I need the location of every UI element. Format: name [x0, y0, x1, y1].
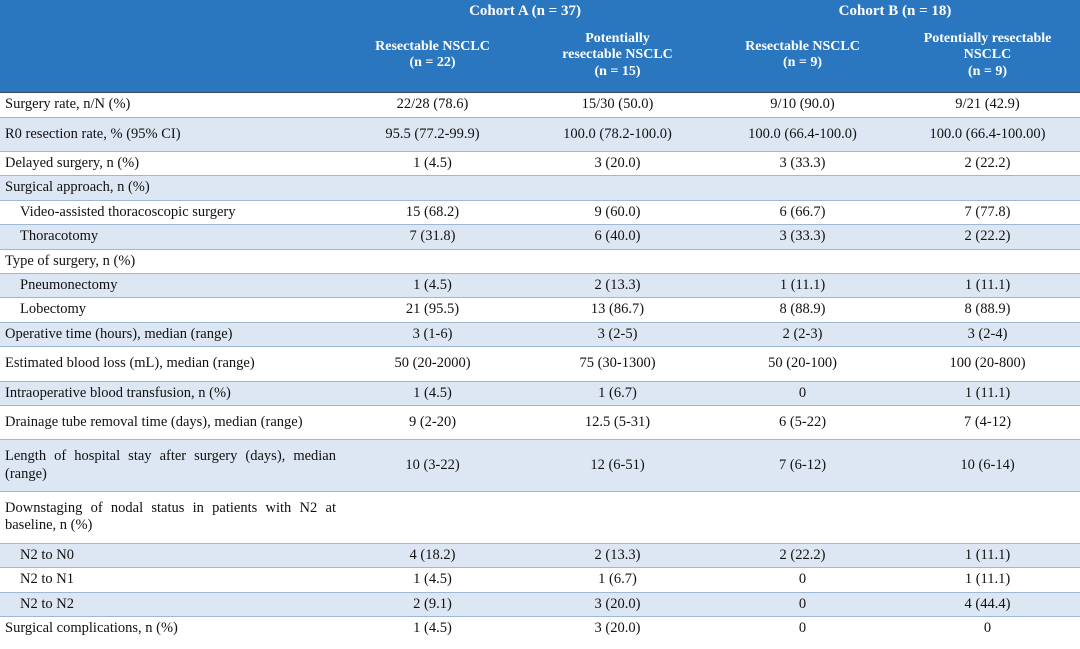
row-value	[525, 176, 710, 200]
row-value: 8 (88.9)	[710, 298, 895, 322]
table-row	[0, 152, 1080, 176]
row-value: 9 (60.0)	[525, 200, 710, 224]
table-row	[0, 225, 1080, 249]
row-value: 1 (4.5)	[340, 381, 525, 405]
column-header-cohort-a-potentially-resectable	[525, 27, 710, 93]
row-value: 9 (2-20)	[340, 405, 525, 439]
table-row	[0, 176, 1080, 200]
row-value	[710, 249, 895, 273]
row-value	[710, 492, 895, 544]
row-value	[340, 492, 525, 544]
column-header-line-2: resectable NSCLC	[562, 47, 673, 63]
row-value: 3 (20.0)	[525, 152, 710, 176]
row-value: 1 (11.1)	[895, 273, 1080, 297]
row-value: 12 (6-51)	[525, 440, 710, 492]
row-value	[340, 249, 525, 273]
row-label: R0 resection rate, % (95% CI)	[0, 117, 340, 151]
row-value: 50 (20-2000)	[340, 347, 525, 381]
row-label: Estimated blood loss (mL), median (range)	[0, 347, 340, 381]
row-value	[710, 176, 895, 200]
table-row	[0, 592, 1080, 616]
row-value: 22/28 (78.6)	[340, 93, 525, 117]
row-value: 1 (6.7)	[525, 568, 710, 592]
row-value: 6 (5-22)	[710, 405, 895, 439]
row-value: 100.0 (66.4-100.00)	[895, 117, 1080, 151]
table-row	[0, 543, 1080, 567]
row-label: N2 to N0	[0, 543, 340, 567]
table-header-group-row	[0, 0, 1080, 27]
row-label: Delayed surgery, n (%)	[0, 152, 340, 176]
row-value	[340, 176, 525, 200]
row-value: 0	[710, 617, 895, 641]
table-body	[0, 93, 1080, 641]
table-header-corner-cell-2	[0, 27, 340, 93]
table-header-corner-cell	[0, 0, 340, 27]
row-value: 10 (6-14)	[895, 440, 1080, 492]
row-value: 6 (66.7)	[710, 200, 895, 224]
row-value: 1 (11.1)	[895, 381, 1080, 405]
column-header-line-1: Potentially resectable	[923, 30, 1052, 46]
row-value: 75 (30-1300)	[525, 347, 710, 381]
table-row	[0, 381, 1080, 405]
row-value: 50 (20-100)	[710, 347, 895, 381]
table-row	[0, 273, 1080, 297]
column-group-cohort-a: Cohort A (n = 37)	[340, 0, 710, 27]
row-label: Surgical approach, n (%)	[0, 176, 340, 200]
row-value: 7 (77.8)	[895, 200, 1080, 224]
row-label: Downstaging of nodal status in patients with N2 at baseline, n (%)	[0, 492, 340, 544]
row-value: 9/10 (90.0)	[710, 93, 895, 117]
row-value: 3 (2-5)	[525, 322, 710, 346]
row-label: Pneumonectomy	[0, 273, 340, 297]
row-value: 7 (4-12)	[895, 405, 1080, 439]
row-value: 3 (20.0)	[525, 592, 710, 616]
row-value: 6 (40.0)	[525, 225, 710, 249]
column-group-cohort-b: Cohort B (n = 18)	[710, 0, 1080, 27]
row-value	[525, 249, 710, 273]
row-value: 1 (4.5)	[340, 273, 525, 297]
row-value: 2 (2-3)	[710, 322, 895, 346]
row-value: 1 (11.1)	[710, 273, 895, 297]
table-row	[0, 617, 1080, 641]
row-label: Thoracotomy	[0, 225, 340, 249]
row-value: 2 (22.2)	[895, 152, 1080, 176]
row-label: Operative time (hours), median (range)	[0, 322, 340, 346]
table-row	[0, 322, 1080, 346]
column-header-cohort-b-resectable	[710, 27, 895, 93]
row-value: 10 (3-22)	[340, 440, 525, 492]
row-value: 4 (44.4)	[895, 592, 1080, 616]
column-header-line-3: (n = 15)	[594, 63, 641, 79]
row-value: 100 (20-800)	[895, 347, 1080, 381]
row-value: 0	[710, 381, 895, 405]
table-row	[0, 249, 1080, 273]
table-row	[0, 117, 1080, 151]
row-value: 1 (4.5)	[340, 568, 525, 592]
row-value: 8 (88.9)	[895, 298, 1080, 322]
row-value: 0	[895, 617, 1080, 641]
table-row	[0, 405, 1080, 439]
table-row	[0, 568, 1080, 592]
row-value: 13 (86.7)	[525, 298, 710, 322]
row-value: 100.0 (66.4-100.0)	[710, 117, 895, 151]
row-value: 3 (33.3)	[710, 152, 895, 176]
row-value: 0	[710, 568, 895, 592]
column-header-line-2: NSCLC	[963, 47, 1012, 63]
row-label: Lobectomy	[0, 298, 340, 322]
table-header-subcolumn-row	[0, 27, 1080, 93]
row-value: 2 (13.3)	[525, 273, 710, 297]
row-value: 3 (33.3)	[710, 225, 895, 249]
row-value	[895, 249, 1080, 273]
row-value	[525, 492, 710, 544]
column-header-line-1: Potentially	[585, 30, 650, 46]
table-row	[0, 492, 1080, 544]
row-value: 95.5 (77.2-99.9)	[340, 117, 525, 151]
column-header-line-2: (n = 22)	[409, 55, 456, 71]
table-row	[0, 347, 1080, 381]
column-header-line-3: (n = 9)	[967, 63, 1008, 79]
row-value: 2 (22.2)	[895, 225, 1080, 249]
row-label: Type of surgery, n (%)	[0, 249, 340, 273]
row-value: 1 (11.1)	[895, 568, 1080, 592]
column-header-line-1: Resectable NSCLC	[745, 38, 860, 54]
row-value: 3 (1-6)	[340, 322, 525, 346]
row-value: 15/30 (50.0)	[525, 93, 710, 117]
table-row	[0, 93, 1080, 117]
row-label: Length of hospital stay after surgery (days), median (range)	[0, 440, 340, 492]
row-label: N2 to N2	[0, 592, 340, 616]
row-value	[895, 492, 1080, 544]
table-row	[0, 298, 1080, 322]
column-header-line-1: Resectable NSCLC	[375, 38, 490, 54]
row-value: 12.5 (5-31)	[525, 405, 710, 439]
column-header-cohort-a-resectable	[340, 27, 525, 93]
row-label: Intraoperative blood transfusion, n (%)	[0, 381, 340, 405]
row-label: Video-assisted thoracoscopic surgery	[0, 200, 340, 224]
row-value: 21 (95.5)	[340, 298, 525, 322]
row-value	[895, 176, 1080, 200]
row-value: 1 (11.1)	[895, 543, 1080, 567]
row-value: 0	[710, 592, 895, 616]
row-value: 1 (4.5)	[340, 152, 525, 176]
row-value: 9/21 (42.9)	[895, 93, 1080, 117]
column-header-cohort-b-potentially-resectable	[895, 27, 1080, 93]
row-label: Surgery rate, n/N (%)	[0, 93, 340, 117]
row-label: Surgical complications, n (%)	[0, 617, 340, 641]
row-value: 7 (6-12)	[710, 440, 895, 492]
row-value: 4 (18.2)	[340, 543, 525, 567]
row-value: 1 (4.5)	[340, 617, 525, 641]
row-value: 2 (13.3)	[525, 543, 710, 567]
table-row	[0, 440, 1080, 492]
row-value: 1 (6.7)	[525, 381, 710, 405]
table-header	[0, 0, 1080, 93]
row-value: 15 (68.2)	[340, 200, 525, 224]
row-label: N2 to N1	[0, 568, 340, 592]
row-value: 3 (2-4)	[895, 322, 1080, 346]
row-label: Drainage tube removal time (days), median (range)	[0, 405, 340, 439]
column-header-line-2: (n = 9)	[782, 55, 823, 71]
row-value: 3 (20.0)	[525, 617, 710, 641]
row-value: 2 (22.2)	[710, 543, 895, 567]
row-value: 7 (31.8)	[340, 225, 525, 249]
row-value: 100.0 (78.2-100.0)	[525, 117, 710, 151]
table-row	[0, 200, 1080, 224]
row-value: 2 (9.1)	[340, 592, 525, 616]
